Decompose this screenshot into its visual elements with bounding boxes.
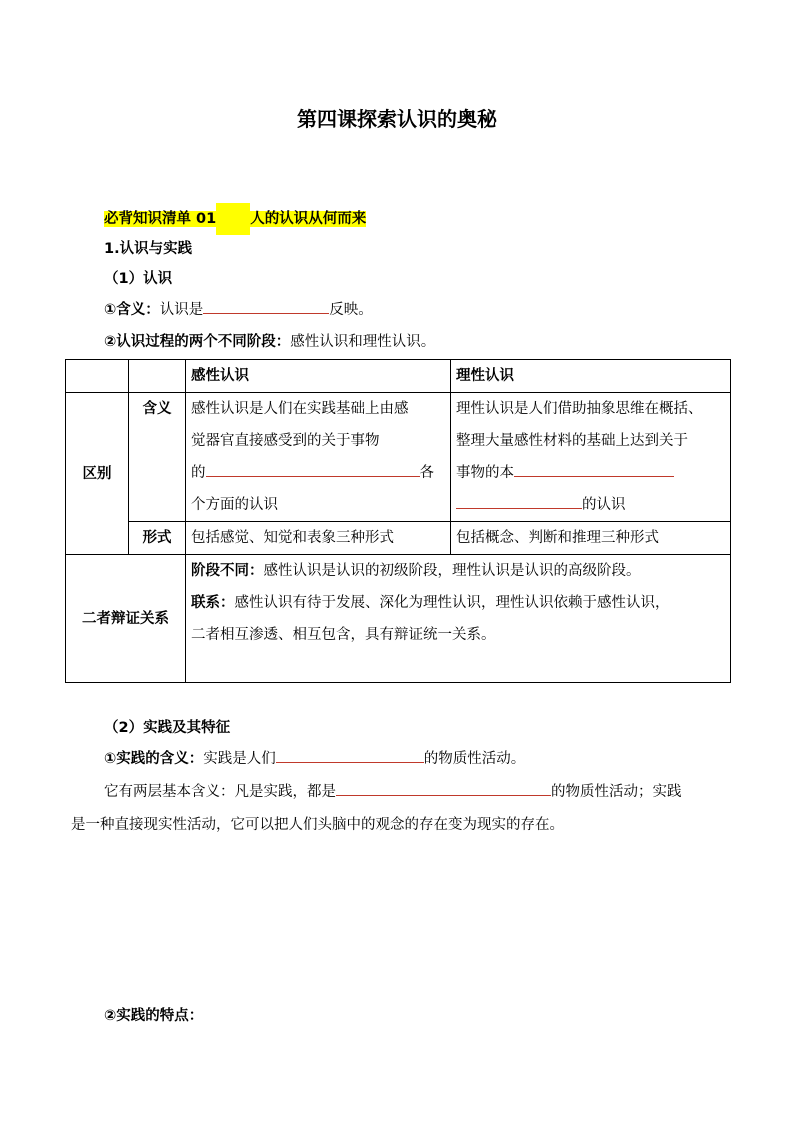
page-title: 第四课探索认识的奥秘: [297, 107, 497, 131]
blank-line[interactable]: [514, 461, 674, 477]
stages-label: ②认识过程的两个不同阶段：: [104, 334, 291, 350]
practice-meaning-before: 实践是人们: [203, 751, 276, 767]
form-row-label: 形式: [129, 522, 186, 555]
heading-cognition-practice: 1.认识与实践: [104, 241, 193, 257]
stage-difference-label: 阶段不同：: [191, 563, 264, 579]
relation-label: 二者辩证关系: [66, 555, 186, 683]
meaning-row-label: 含义: [129, 393, 186, 522]
subheading-practice: （2）实践及其特征: [104, 720, 231, 736]
perceptual-meaning-text: 的: [191, 465, 206, 481]
practice-two-line: [104, 776, 682, 808]
rational-meaning-text: 理性认识是人们借助抽象思维在概括、: [456, 401, 703, 417]
relation-cell: [186, 555, 731, 683]
header-rational: 理性认识: [451, 360, 731, 393]
rational-meaning-text: 整理大量感性材料的基础上达到关于: [456, 433, 688, 449]
section-heading: [104, 203, 366, 235]
cognition-table: [65, 359, 731, 683]
perceptual-meaning-text: 觉器官直接感受到的关于事物: [191, 433, 380, 449]
empty-cell: [66, 360, 129, 393]
blank-line[interactable]: [276, 747, 424, 763]
rational-meaning-blank-line: [456, 457, 725, 489]
rational-meaning-text: 事物的本: [456, 465, 514, 481]
rational-meaning-text: 的认识: [582, 497, 626, 513]
practice-meaning-line: [104, 743, 525, 775]
stages-text: 感性认识和理性认识。: [290, 334, 436, 350]
link-text: 二者相互渗透、相互包含，具有辩证统一关系。: [191, 627, 496, 643]
meaning-before: 认识是: [159, 302, 204, 318]
rational-form-cell: 包括概念、判断和推理三种形式: [451, 522, 731, 555]
practice-meaning-after: 的物质性活动。: [423, 751, 526, 767]
stage-difference-text: 感性认识是认识的初级阶段，理性认识是认识的高级阶段。: [263, 563, 641, 579]
perceptual-meaning-text: 个方面的认识: [191, 497, 278, 513]
row-group-difference: 区别: [66, 393, 129, 555]
practice-two-after: 的物质性活动；实践: [551, 784, 682, 800]
rational-meaning-cell: [451, 393, 731, 522]
perceptual-meaning-blank-line: [191, 457, 445, 489]
stage-difference-line: [191, 555, 725, 587]
practice-two-line-2: 是一种直接现实性活动，它可以把人们头脑中的观念的存在变为现实的存在。: [71, 817, 564, 833]
empty-cell: [129, 360, 186, 393]
blank-line[interactable]: [456, 493, 582, 509]
link-text: 感性认识有待于发展、深化为理性认识，理性认识依赖于感性认识，: [234, 595, 670, 611]
section-heading-topic: 人的认识从何而来: [250, 211, 367, 227]
meaning-after: 反映。: [329, 302, 373, 318]
link-line: [191, 587, 725, 619]
link-label: 联系：: [191, 595, 235, 611]
subheading-cognition: （1）认识: [104, 271, 173, 287]
blank-line[interactable]: [336, 780, 551, 796]
meaning-label: ①含义：: [104, 302, 160, 318]
perceptual-meaning-text: 感性认识是人们在实践基础上由感: [191, 401, 409, 417]
practice-two-before: 它有两层基本含义：凡是实践，都是: [104, 784, 336, 800]
section-heading-label: 必背知识清单 01: [104, 211, 217, 227]
perceptual-form-cell: 包括感觉、知觉和表象三种形式: [186, 522, 451, 555]
header-perceptual: 感性认识: [186, 360, 451, 393]
blank-line[interactable]: [203, 298, 329, 314]
perceptual-meaning-text: 各: [419, 465, 434, 481]
blank-line[interactable]: [206, 461, 420, 477]
perceptual-meaning-cell: [186, 393, 451, 522]
practice-features-heading: ②实践的特点：: [104, 1008, 204, 1024]
meaning-line: [104, 294, 373, 326]
practice-meaning-label: ①实践的含义：: [104, 751, 204, 767]
stages-line: [104, 326, 435, 358]
rational-meaning-blank-line-2: [456, 489, 725, 521]
